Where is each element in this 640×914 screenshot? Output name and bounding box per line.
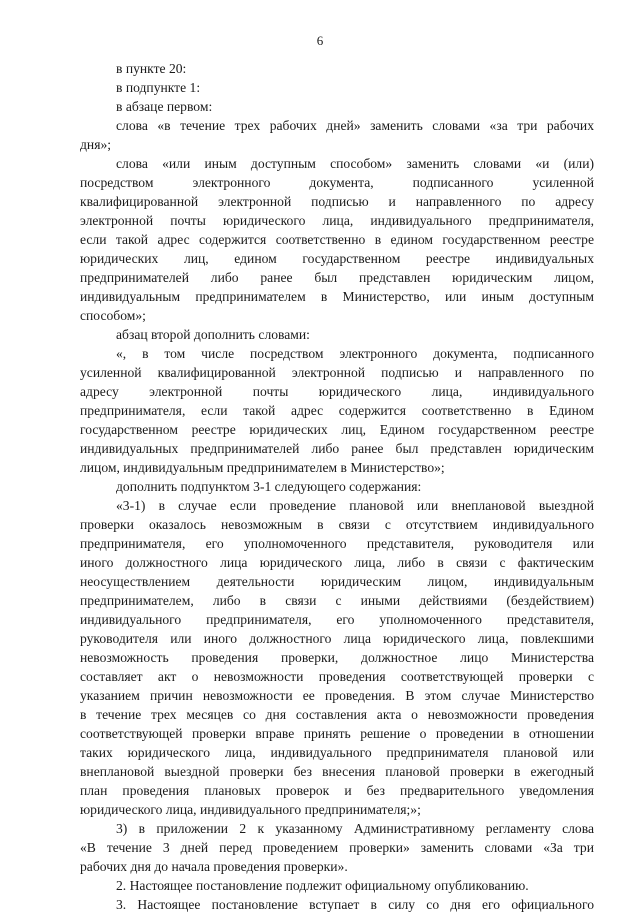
text-line: иного должностного лица юридического лица, либо в связи с фактическим [80, 555, 594, 570]
text-line: электронной почты юридического лица, индивидуального предпринимателя, [80, 213, 594, 228]
text-line: план проведения плановых проверок и без предварительного уведомления [80, 783, 594, 798]
text-line: проверки оказалось невозможным в связи с отсутствием индивидуального [80, 517, 594, 532]
text-line: указанием причин невозможности ее проведения. В этом случае Министерство [80, 688, 594, 703]
text-line: невозможность проведения проверки, должностное лицо Министерства [80, 650, 594, 665]
text-line: лицом, индивидуальным предпринимателем в Министерство»; [80, 460, 445, 475]
text-line: юридических лиц, едином государственном реестре индивидуальных [80, 251, 594, 266]
page-number: 6 [316, 33, 324, 48]
text-line: государственном реестре юридических лиц, Едином государственном реестре [80, 422, 594, 437]
text-line: «, в том числе посредством электронного документа, подписанного [116, 346, 594, 361]
text-line: руководителя или иного должностного лица юридического лица, повлекшими [80, 631, 594, 646]
text-line: таких юридического лица, индивидуального предпринимателя плановой или [80, 745, 594, 760]
text-line: в подпункте 1: [116, 80, 201, 95]
text-line: квалифицированной электронной подписью и направленного по адресу [80, 194, 594, 209]
text-line: индивидуального предпринимателя, его уполномоченного представителя, [80, 612, 594, 627]
text-line: 3) в приложении 2 к указанному Административному регламенту слова [116, 821, 594, 836]
text-line: способом»; [80, 308, 146, 323]
text-line: абзац второй дополнить словами: [116, 327, 310, 342]
text-line: в абзаце первом: [116, 99, 213, 114]
text-line: внеплановой выездной проверки без внесения плановой проверки в ежегодный [80, 764, 594, 779]
text-line: 3. Настоящее постановление вступает в силу со дня его официального [116, 897, 594, 912]
text-line: индивидуальным предпринимателем в Министерство, или иным доступным [80, 289, 594, 304]
text-line: усиленной квалифицированной электронной подписью и направленного по [80, 365, 594, 380]
text-line: если такой адрес содержится соответственно в едином государственном реестре [80, 232, 594, 247]
text-line: дополнить подпунктом 3-1 следующего содержания: [116, 479, 422, 494]
text-line: составляет акт о невозможности проведения соответствующей проверки с [80, 669, 594, 684]
text-line: юридического лица, индивидуального предпринимателя;»; [80, 802, 421, 817]
text-line: в течение трех месяцев со дня составления акта о невозможности проведения [80, 707, 594, 722]
text-line: посредством электронного документа, подписанного усиленной [80, 175, 594, 190]
text-line: соответствующей проверки вправе принять решение о проведении в отношении [80, 726, 594, 741]
text-line: «3-1) в случае если проведение плановой или внеплановой выездной [116, 498, 594, 513]
document-body [80, 59, 594, 914]
text-line: «В течение 3 дней перед проведением проверки» заменить словами «За три [80, 840, 594, 855]
text-line: предпринимателем, либо в связи с иными действиями (бездействием) [80, 593, 594, 608]
text-line: неосуществлением деятельности юридическим лицом, индивидуальным [80, 574, 594, 589]
text-line: предпринимателей либо ранее был представлен юридическим лицом, [80, 270, 594, 285]
text-line: предпринимателя, если такой адрес содержится соответственно в Едином [80, 403, 594, 418]
text-line: рабочих дня до начала проведения проверки». [80, 859, 348, 874]
text-line: индивидуальных предпринимателей либо ранее был представлен юридическим [80, 441, 594, 456]
text-line: предпринимателя, его уполномоченного представителя, руководителя или [80, 536, 594, 551]
text-line: в пункте 20: [116, 61, 187, 76]
text-line: 2. Настоящее постановление подлежит официальному опубликованию. [116, 878, 529, 893]
text-line: слова «или иным доступным способом» заменить словами «и (или) [116, 156, 594, 171]
text-line: слова «в течение трех рабочих дней» заменить словами «за три рабочих [116, 118, 594, 133]
text-line: адресу электронной почты юридического лица, индивидуального [80, 384, 594, 399]
text-line: дня»; [80, 137, 112, 152]
